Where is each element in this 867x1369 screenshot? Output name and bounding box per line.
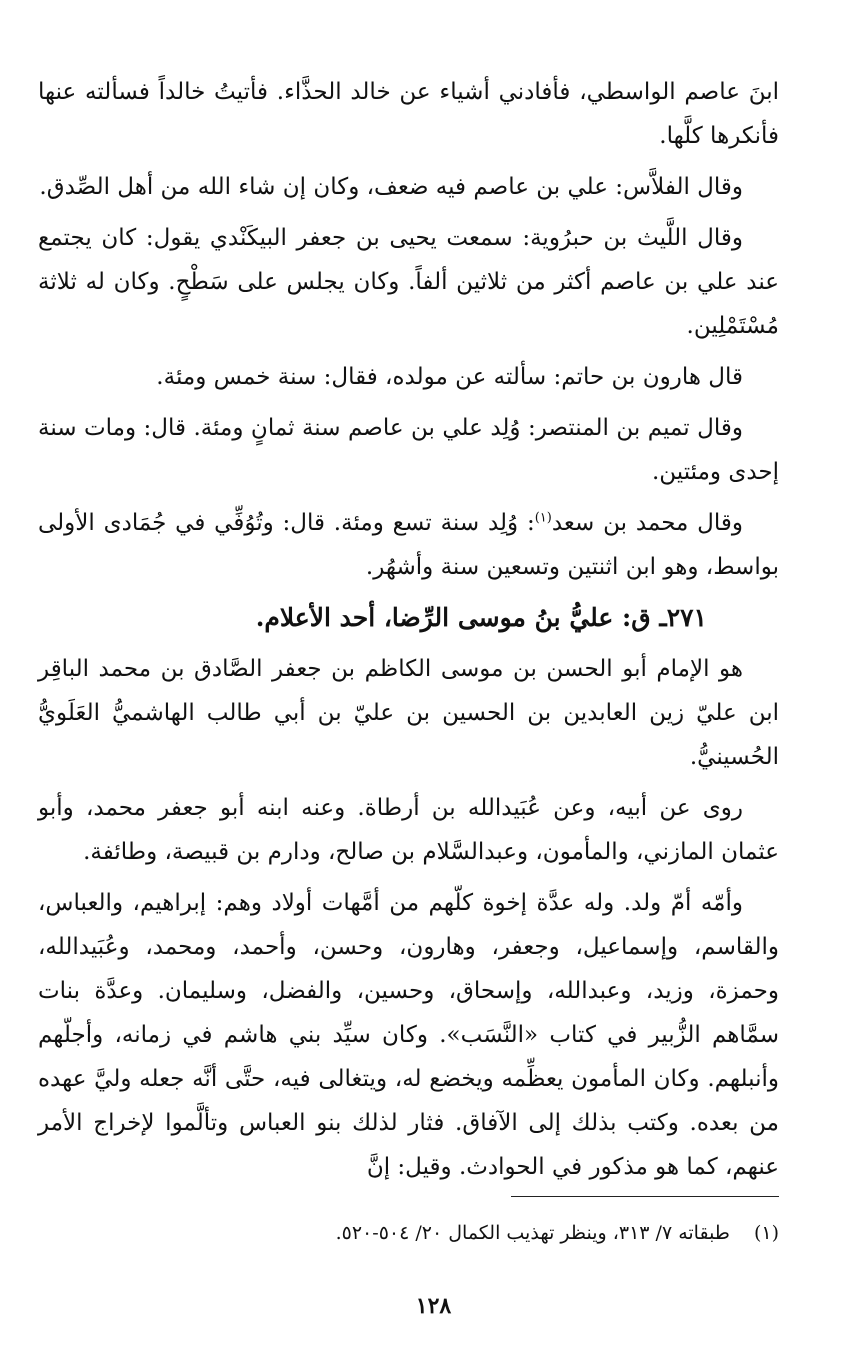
paragraph-4: قال هارون بن حاتم: سألته عن مولده، فقال: سنة خمس ومئة. bbox=[156, 364, 743, 390]
footnote-number: (١) bbox=[753, 1222, 779, 1244]
entry-heading: ٢٧١ـ ق: عليُّ بنُ موسى الرِّضا، أحد الأعلام. bbox=[255, 603, 707, 632]
paragraph-6-start: وقال محمد بن سعد bbox=[551, 510, 743, 536]
paragraph-8: روى عن أبيه، وعن عُبَيدالله بن أرطاة. وعنه ابنه أبو جعفر محمد، وأبو عثمان المازني، والمأمون، وعبدالسَّلام بن صالح، ودارم بن قبيصة، وطائفة. bbox=[38, 795, 779, 865]
footnote bbox=[38, 1218, 779, 1248]
paragraph-6-rest: : وُلِد سنة تسع ومئة. قال: وتُوُفِّي في جُمَادى الأولى بواسط، وهو ابن اثنتين وتسعين سنة وأشهُر. bbox=[38, 510, 779, 580]
footnote-divider bbox=[511, 1196, 779, 1197]
footnote-reference: (١) bbox=[534, 510, 552, 526]
paragraph-9: وأمّه أمّ ولد. وله عدَّة إخوة كلّهم من أمَّهات أولاد وهم: إبراهيم، والعباس، والقاسم، وإسماعيل، وجعفر، وهارون، وحسن، وأحمد، ومحمد، وعُبَيدالله، وحمزة، وزيد، وعبدالله، وإسحاق، وحسين، والفضل، وسليمان. وعدَّة بنات سمَّاهم الزُّبير في كتاب «النَّسَب». وكان سيِّد بني هاشم في زمانه، وأجلّهم وأنبلهم. وكان المأمون يعظِّمه ويخضع له، ويتغالى فيه، حتَّى أنَّه جعله وليَّ عهده من بعده. وكتب بذلك إلى الآفاق. فثار لذلك بنو العباس وتألَّموا لإخراج الأمر عنهم، كما هو مذكور في الحوادث. وقيل: إنَّ bbox=[38, 890, 779, 1180]
paragraph-5: وقال تميم بن المنتصر: وُلِد علي بن عاصم سنة ثمانٍ ومئة. قال: ومات سنة إحدى ومئتين. bbox=[38, 415, 779, 485]
paragraph-3: وقال اللَّيث بن حبرُوية: سمعت يحيى بن جعفر البيكَنْدي يقول: كان يجتمع عند علي بن عاصم أكثر من ثلاثين ألفاً. وكان يجلس على سَطْحٍ. وكان له ثلاثة مُسْتَمْلِين. bbox=[38, 225, 779, 339]
paragraph-2: وقال الفلاَّس: علي بن عاصم فيه ضعف، وكان إن شاء الله من أهل الصِّدق. bbox=[39, 174, 743, 200]
footnote-text: طبقاته ٧/ ٣١٣، وينظر تهذيب الكمال ٢٠/ ٥٠٤-٥٢٠. bbox=[335, 1222, 730, 1244]
main-text bbox=[38, 70, 779, 1189]
paragraph-1: ابنَ عاصم الواسطي، فأفادني أشياء عن خالد الحذَّاء. فأتيتُ خالداً فسألته عنها فأنكرها كلَّها. bbox=[38, 79, 779, 149]
page-number: ١٢٨ bbox=[415, 1293, 452, 1319]
paragraph-6 bbox=[38, 501, 779, 589]
paragraph-7: هو الإمام أبو الحسن بن موسى الكاظم بن جعفر الصَّادق بن محمد الباقِر ابن عليّ زين العابدين بن الحسين بن عليّ بن أبي طالب الهاشميُّ العَلَويُّ الحُسينيُّ. bbox=[38, 656, 779, 770]
